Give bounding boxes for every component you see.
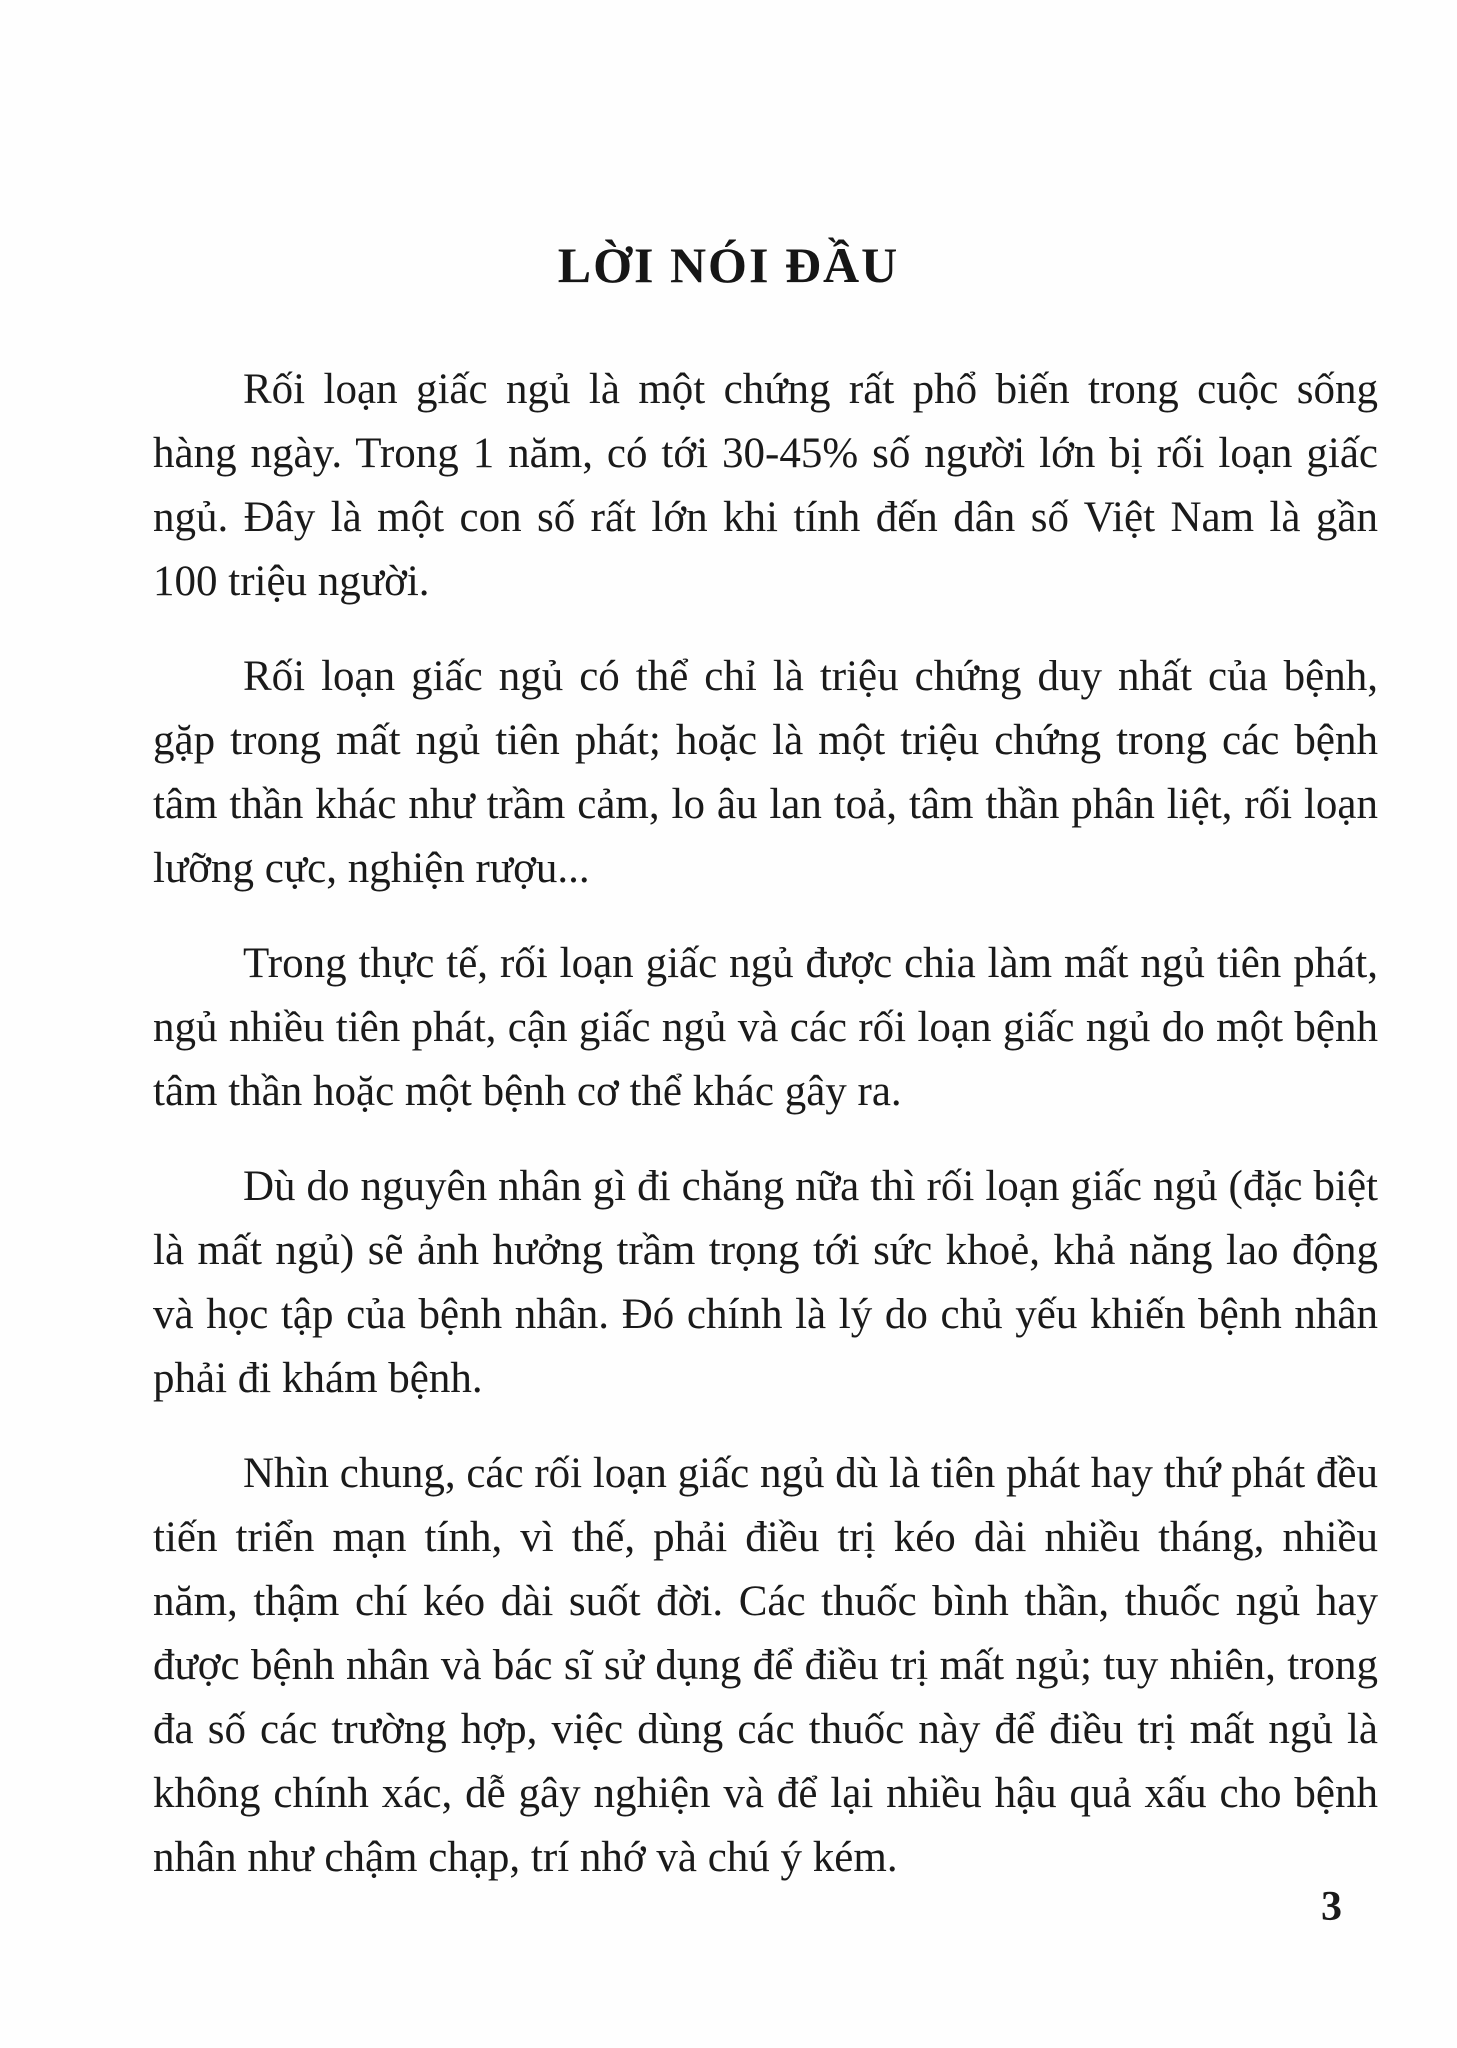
paragraph-5: Nhìn chung, các rối loạn giấc ngủ dù là tiên phát hay thứ phát đều tiến triển mạn tính, vì thế, phải điều trị kéo dài nhiều tháng, nhiều năm, thậm chí kéo dài suốt đời. Các thuốc bình thần, thuốc ngủ hay được bệnh nhân và bác sĩ sử dụng để điều trị mất ngủ; tuy nhiên, trong đa số các trường hợp, việc dùng các thuốc này để điều trị mất ngủ là không chính xác, dễ gây nghiện và để lại nhiều hậu quả xấu cho bệnh nhân như chậm chạp, trí nhớ và chú ý kém. [153,1450,1379,1881]
page-number: 3 [1321,1884,1342,1930]
paragraph-4: Dù do nguyên nhân gì đi chăng nữa thì rối loạn giấc ngủ (đặc biệt là mất ngủ) sẽ ảnh hưởng trầm trọng tới sức khoẻ, khả năng lao động và học tập của bệnh nhân. Đó chính là lý do chủ yếu khiến bệnh nhân phải đi khám bệnh. [153,1163,1378,1402]
paragraph-1: Rối loạn giấc ngủ là một chứng rất phổ biến trong cuộc sống hàng ngày. Trong 1 năm, có tới 30-45% số người lớn bị rối loạn giấc ngủ. Đây là một con số rất lớn khi tính đến dân số Việt Nam là gần 100 triệu người. [153,366,1378,605]
paragraph-3: Trong thực tế, rối loạn giấc ngủ được chia làm mất ngủ tiên phát, ngủ nhiều tiên phát, cận giấc ngủ và các rối loạn giấc ngủ do một bệnh tâm thần hoặc một bệnh cơ thể khác gây ra. [153,940,1378,1115]
page-title: LỜI NÓI ĐẦU [557,237,900,293]
paragraph-2: Rối loạn giấc ngủ có thể chỉ là triệu chứng duy nhất của bệnh, gặp trong mất ngủ tiên phát; hoặc là một triệu chứng trong các bệnh tâm thần khác như trầm cảm, lo âu lan toả, tâm thần phân liệt, rối loạn lưỡng cực, nghiện rượu... [153,653,1378,892]
body-text [153,358,1378,1921]
